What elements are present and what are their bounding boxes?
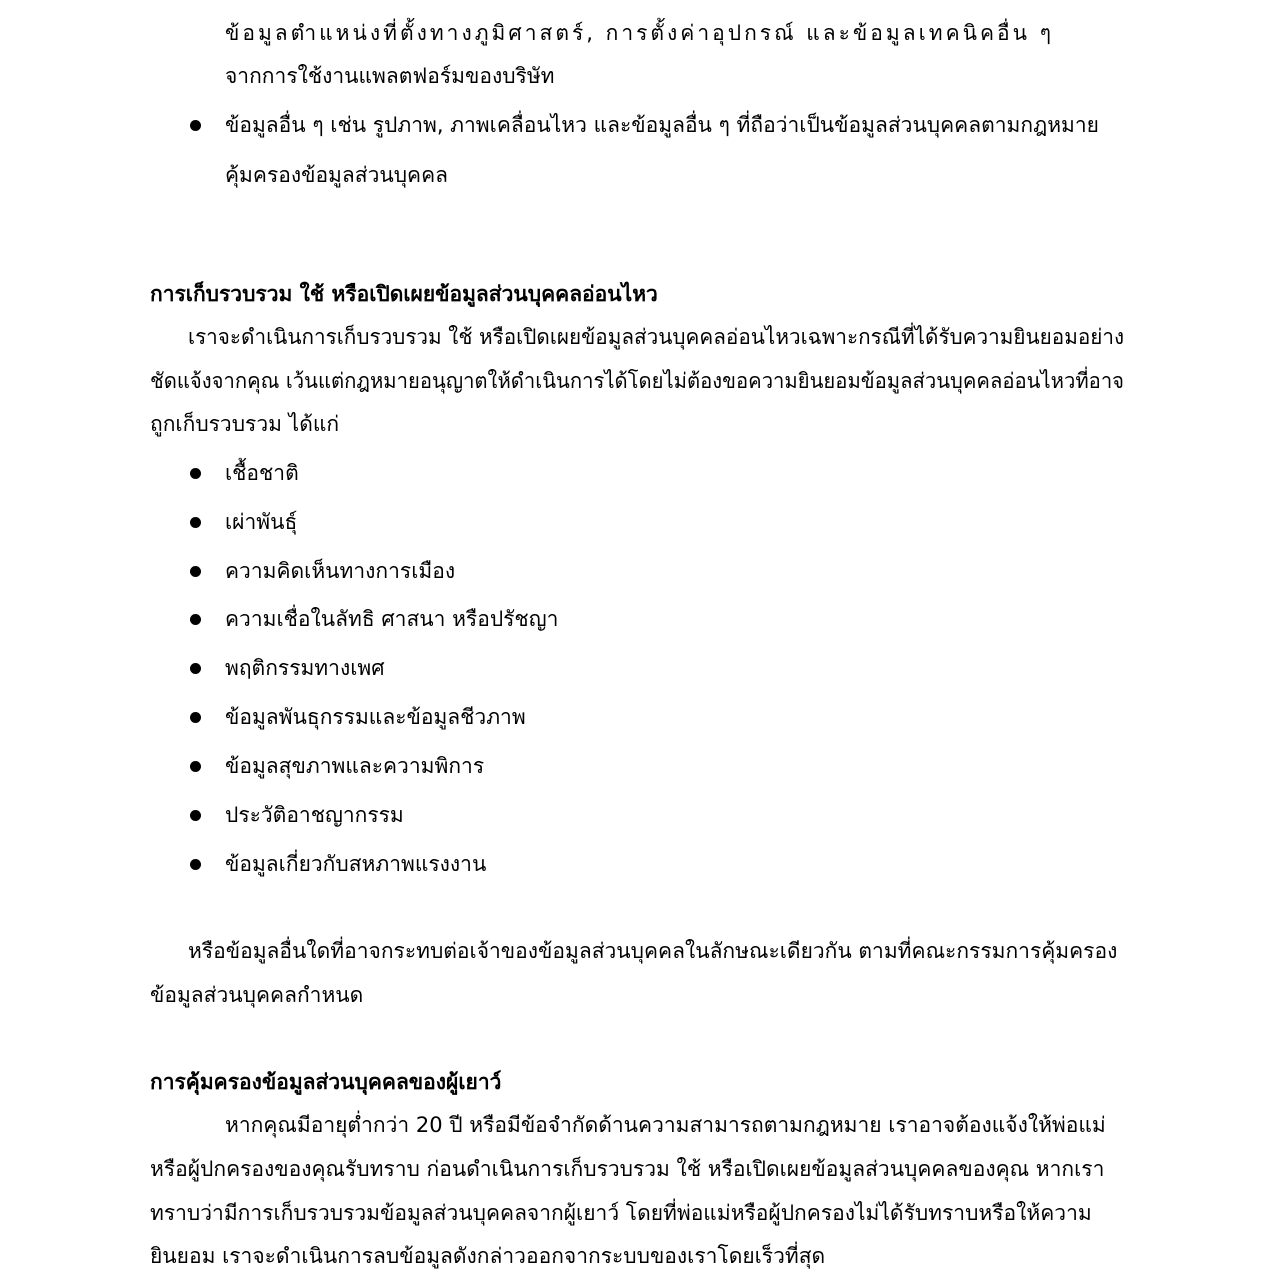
bullet-icon xyxy=(190,120,201,131)
list-item: ข้อมูลพันธุกรรมและข้อมูลชีวภาพ xyxy=(225,705,526,729)
list-item: ความคิดเห็นทางการเมือง xyxy=(225,559,456,583)
bullet-icon xyxy=(190,468,201,479)
list-item: ความเชื่อในลัทธิ ศาสนา หรือปรัชญา xyxy=(225,607,559,631)
sensitive-paragraph-line-1: เราจะดำเนินการเก็บรวบรวม ใช้ หรือเปิดเผยข้อมูลส่วนบุคคลอ่อนไหวเฉพาะกรณีที่ได้รับความยินยอมอย่าง xyxy=(188,325,1125,349)
bullet-icon xyxy=(190,517,201,528)
list-item: ข้อมูลสุขภาพและความพิการ xyxy=(225,754,485,778)
sensitive-closing-line-2: ข้อมูลส่วนบุคคลกำหนด xyxy=(150,983,364,1007)
minors-paragraph-line-3: ทราบว่ามีการเก็บรวบรวมข้อมูลส่วนบุคคลจากผู้เยาว์ โดยที่พ่อแม่หรือผู้ปกครองไม่ได้รับทราบหรือให้ความ xyxy=(150,1201,1092,1225)
sensitive-closing-line-1: หรือข้อมูลอื่นใดที่อาจกระทบต่อเจ้าของข้อมูลส่วนบุคคลในลักษณะเดียวกัน ตามที่คณะกรรมการคุ้มครอง xyxy=(188,939,1118,963)
bullet-icon xyxy=(190,712,201,723)
list-item: เผ่าพันธุ์ xyxy=(225,510,298,534)
minors-section-heading: การคุ้มครองข้อมูลส่วนบุคคลของผู้เยาว์ xyxy=(150,1070,502,1094)
list-item: พฤติกรรมทางเพศ xyxy=(225,656,385,680)
list-item: ประวัติอาชญากรรม xyxy=(225,803,404,827)
bullet-icon xyxy=(190,761,201,772)
bullet-icon xyxy=(190,859,201,870)
list-item: ข้อมูลเกี่ยวกับสหภาพแรงงาน xyxy=(225,852,487,876)
minors-paragraph-line-2: หรือผู้ปกครองของคุณรับทราบ ก่อนดำเนินการเก็บรวบรวม ใช้ หรือเปิดเผยข้อมูลส่วนบุคคลของคุณ หากเรา xyxy=(150,1157,1105,1181)
intro-continuation-line-2: จากการใช้งานแพลตฟอร์มของบริษัท xyxy=(225,64,555,88)
bullet-icon xyxy=(190,566,201,577)
sensitive-section-heading: การเก็บรวบรวม ใช้ หรือเปิดเผยข้อมูลส่วนบุคคลอ่อนไหว xyxy=(150,282,658,306)
bullet-icon xyxy=(190,810,201,821)
bullet-icon xyxy=(190,614,201,625)
intro-continuation-line-1: ข้อมูลตำแหน่งที่ตั้งทางภูมิศาสตร์, การตั้งค่าอุปกรณ์ และข้อมูลเทคนิคอื่น ๆ xyxy=(225,21,1054,45)
list-item: เชื้อชาติ xyxy=(225,461,299,485)
bullet-icon xyxy=(190,663,201,674)
minors-paragraph-line-4: ยินยอม เราจะดำเนินการลบข้อมูลดังกล่าวออกจากระบบของเราโดยเร็วที่สุด xyxy=(150,1244,826,1268)
intro-bullet-line-1: ข้อมูลอื่น ๆ เช่น รูปภาพ, ภาพเคลื่อนไหว และข้อมูลอื่น ๆ ที่ถือว่าเป็นข้อมูลส่วนบุคคลตามกฎหมาย xyxy=(225,113,1099,137)
sensitive-paragraph-line-3: ถูกเก็บรวบรวม ได้แก่ xyxy=(150,412,340,436)
intro-bullet-line-2: คุ้มครองข้อมูลส่วนบุคคล xyxy=(225,163,449,187)
sensitive-paragraph-line-2: ชัดแจ้งจากคุณ เว้นแต่กฎหมายอนุญาตให้ดำเนินการได้โดยไม่ต้องขอความยินยอมข้อมูลส่วนบุคคลอ่อนไหวที่อาจ xyxy=(150,369,1125,393)
minors-paragraph-line-1: หากคุณมีอายุต่ำกว่า 20 ปี หรือมีข้อจำกัดด้านความสามารถตามกฎหมาย เราอาจต้องแจ้งให้พ่อแม่ xyxy=(225,1113,1106,1137)
